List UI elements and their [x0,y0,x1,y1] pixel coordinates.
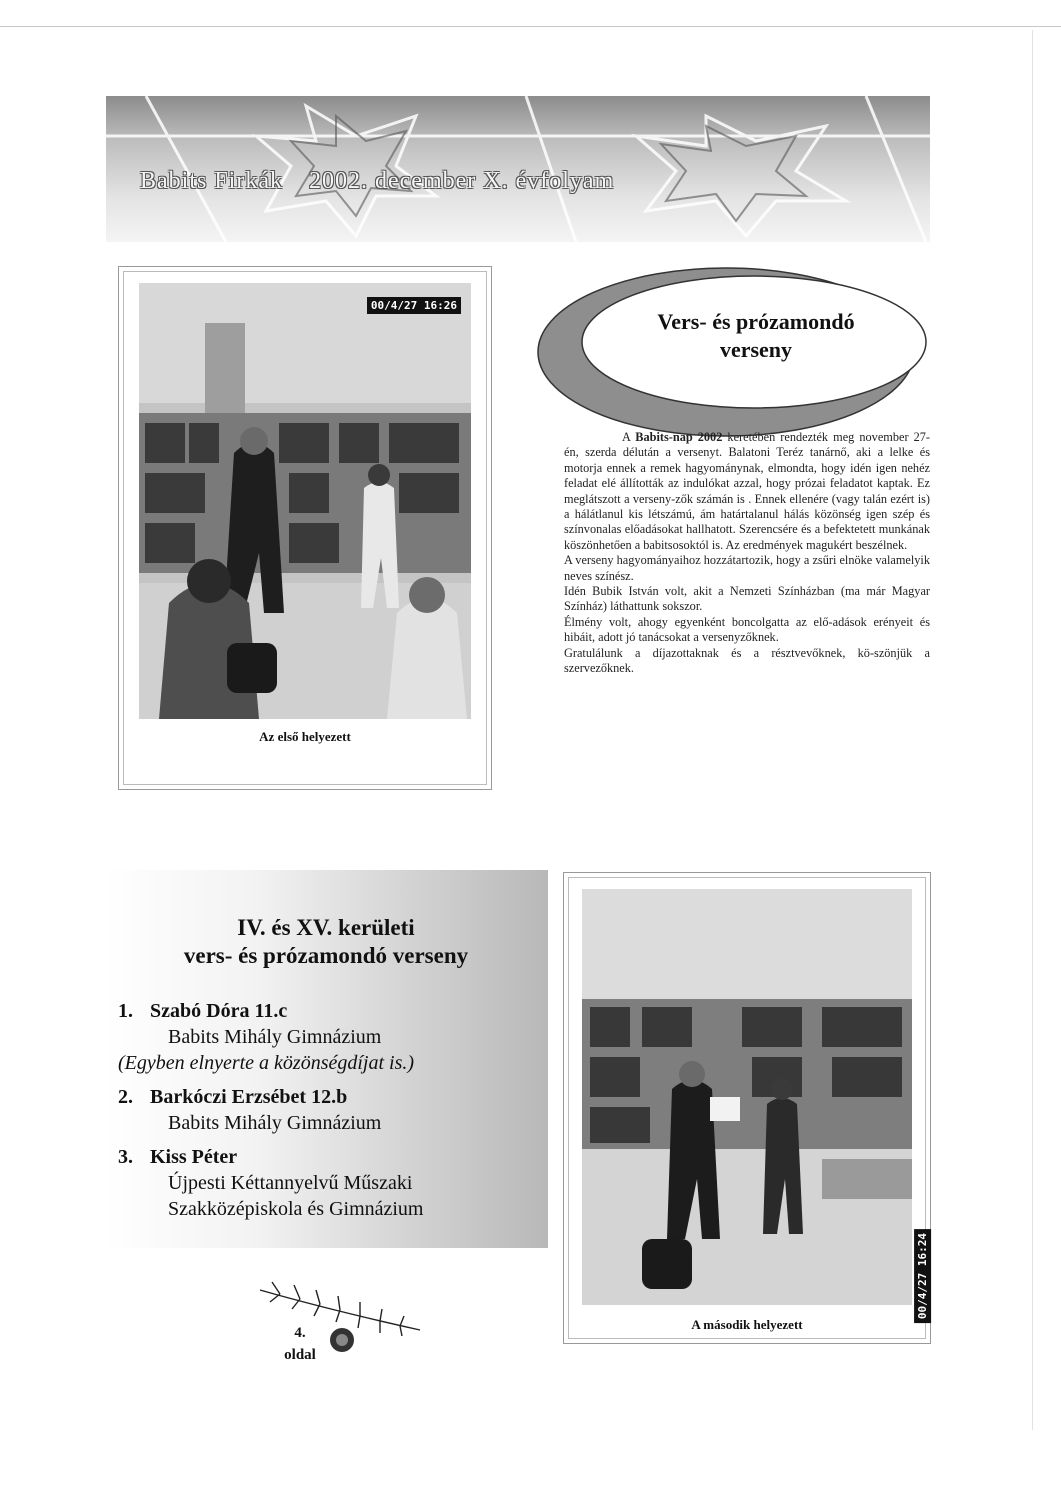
result-note: (Egyben elnyerte a közönségdíjat is.) [118,1052,415,1074]
library-award-image [582,889,912,1305]
article-paragraph-1 [564,430,930,553]
page-number-label: oldal [284,1347,316,1363]
results-list [118,998,538,1230]
result-rank: 3. [118,1146,133,1168]
article-paragraph-3: Idén Bubik István volt, akit a Nemzeti Színházban (ma már Magyar Színház) láthattunk sokszor. [564,584,930,614]
article-title-line1: Vers- és prózamondó [657,309,855,334]
caption-second-place: A második helyezett [691,1317,803,1332]
publication-title [140,168,640,195]
result-school: Babits Mihály Gimnázium [168,1026,382,1048]
photo-second-place [582,889,929,1320]
result-school: Babits Mihály Gimnázium [168,1112,382,1134]
page-number [270,1322,330,1366]
article-title-ellipse [536,260,936,440]
scan-edge-line [0,26,1061,27]
result-school: Újpesti Kéttannyelvű Műszaki [168,1172,413,1194]
result-name: Kiss Péter [150,1146,238,1168]
scan-edge-right [1032,30,1033,1430]
article-body [564,430,930,677]
photo-timestamp: 00/4/27 16:24 [914,1229,931,1323]
photo-frame-first-place [118,266,492,790]
results-title-line2: vers- és prózamondó verseny [183,943,469,968]
issue-date: 2002. december X. évfolyam [309,168,615,194]
article-paragraph-2: A verseny hagyományaihoz hozzátartozik, hogy a zsűri elnöke valamelyik neves színész. [564,553,930,583]
header-banner [106,96,930,242]
article-title-line2: verseny [719,337,793,362]
result-item [118,998,538,1076]
article-paragraph-5: Gratulálunk a díjazottaknak és a résztvevőknek, kö-szönjük a szervezőknek. [564,645,930,676]
result-item [118,1144,538,1222]
results-title [104,914,548,970]
result-school-line2: Szakközépiskola és Gimnázium [168,1198,424,1220]
result-rank: 1. [118,1000,133,1022]
caption-first-place: Az első helyezett [259,729,351,744]
p1-event-name: Babits-nap 2002 [635,430,723,444]
result-name: Barkóczi Erzsébet 12.b [150,1086,348,1108]
result-name: Szabó Dóra 11.c [150,1000,288,1022]
p1-lead: A [622,430,636,444]
publication-name: Babits Firkák [140,168,283,194]
result-item [118,1084,538,1136]
results-box [104,870,548,1248]
result-rank: 2. [118,1086,133,1108]
photo-frame-second-place [563,872,931,1344]
page-number-value: 4. [294,1325,306,1341]
photo-timestamp: 00/4/27 16:26 [367,297,461,314]
photo-first-place [139,283,471,719]
p1-text: keretében rendezték meg november 27-én, szerda délután a versenyt. Balatoni Teréz tanárnő, aki a lelke és motorja ennek a remek hagyománynak, elmondta, hogy idén igen nehéz feladat elé állították az indulókat azzal, hogy prózai feladatot kaptak. Ez meglátszott a verseny-zők számán is . Ennek ellenére (vagy talán ezért is) a hálátlanul kis létszámú, ám határtalanul hálás közönség igen szép és színvonalas előadásokat hallhatott. Szerencsére és a befektetett munkának köszönhetően a babitsosoktól is. Az eredmények magukért beszélnek. [564,430,931,552]
library-scene-image [139,283,471,719]
article-title [596,308,916,364]
results-title-line1: IV. és XV. kerületi [237,915,415,940]
article-paragraph-4: Élmény volt, ahogy egyenként boncolgatta az elő-adások erényeit és hibáit, adott jó tanácsokat a versenyzőknek. [564,614,930,645]
